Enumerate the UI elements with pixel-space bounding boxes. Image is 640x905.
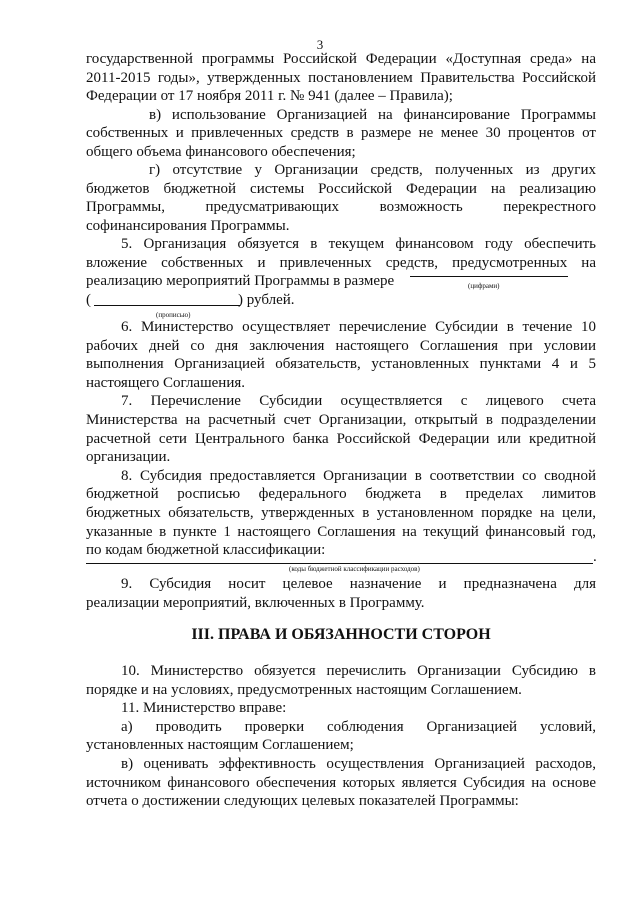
text-line: 8. Субсидия предоставляется Организации в соответствии со сводной — [121, 467, 596, 484]
text-line: общего объема финансового обеспечения; — [86, 143, 356, 160]
text-line: отчета о достижении следующих целевых показателей Программы: — [86, 793, 519, 810]
text-line: 5. Организация обязуется в текущем финансовом году обеспечить — [121, 236, 596, 252]
text-line: реализации мероприятий, включенных в Программу. — [86, 595, 425, 611]
text-line: государственной программы Российской Федерации «Доступная среда» на — [86, 51, 596, 67]
text-line: 9. Субсидия носит целевое назначение и предназначена для — [121, 576, 596, 592]
text-line: Федерации от 17 ноября 2011 г. № 941 (далее – Правила); — [86, 88, 453, 104]
text-line: 10. Министерство обязуется перечислить Организации Субсидию в — [121, 663, 596, 679]
rubles-open-paren: ( — [86, 292, 91, 308]
text-line: реализацию мероприятий Программы в размере — [86, 273, 395, 289]
text-line: порядке и на условиях, предусмотренных настоящим Соглашением. — [86, 681, 522, 698]
page-number: 3 — [316, 37, 324, 52]
text-line: рабочих дней со дня заключения настоящего Соглашения при условии — [86, 337, 596, 354]
text-line: бюджетов бюджетной системы Российской Федерации на реализацию — [86, 180, 596, 197]
text-line: 2011-2015 годы», утвержденных постановлением Правительства Российской — [86, 69, 596, 86]
text-line: софинансирования Программы. — [86, 217, 290, 234]
text-line: указанные в пункте 1 настоящего Соглашения на текущий финансовый год, — [86, 523, 596, 540]
caption-codes: (коды бюджетной классификации расходов) — [289, 565, 420, 573]
text-line: 7. Перечисление Субсидии осуществляется с лицевого счета — [121, 393, 596, 410]
codes-period: . — [593, 549, 597, 565]
amount-digits-blank[interactable] — [410, 276, 568, 277]
text-line: а) проводить проверки соблюдения Организацией условий, — [121, 718, 596, 735]
text-line: организации. — [86, 449, 171, 466]
text-line: по кодам бюджетной классификации: — [86, 542, 326, 559]
text-line: источником финансового обеспечения которых является Субсидия на основе — [86, 774, 596, 791]
text-line: выполнения Организацией обязательств, установленных пунктами 4 и 5 — [86, 356, 596, 373]
rubles-label: ) рублей. — [238, 292, 295, 308]
text-line: собственных и привлеченных средств в размере не менее 30 процентов от — [86, 125, 596, 141]
amount-words-blank[interactable] — [94, 305, 240, 306]
text-line: 11. Министерство вправе: — [121, 700, 287, 717]
text-line: в) использование Организацией на финансирование Программы — [149, 106, 596, 123]
budget-codes-blank[interactable] — [86, 563, 593, 564]
text-line: г) отсутствие у Организации средств, полученных из других — [149, 162, 596, 178]
text-line: Министерства на расчетный счет Организации, открытый в подразделении — [86, 412, 596, 428]
text-line: настоящего Соглашения. — [86, 374, 246, 391]
text-line: бюджетных обязательств, утвержденных в установленном порядке на цели, — [86, 505, 596, 521]
section-heading: III. ПРАВА И ОБЯЗАННОСТИ СТОРОН — [191, 626, 491, 643]
text-line: бюджетной росписью федерального бюджета в пределах лимитов — [86, 486, 596, 503]
text-line: Программы, предусматривающих возможность перекрестного — [86, 199, 596, 215]
caption-digits: (цифрами) — [468, 282, 500, 290]
text-line: в) оценивать эффективность осуществления Организацией расходов, — [121, 756, 596, 772]
text-line: 6. Министерство осуществляет перечисление Субсидии в течение 10 — [121, 319, 596, 335]
text-line: установленных настоящим Соглашением; — [86, 737, 354, 754]
caption-words: (прописью) — [156, 311, 191, 319]
text-line: расчетной сети Центрального банка Российской Федерации или кредитной — [86, 430, 596, 447]
text-line: вложение собственных и привлеченных средств, предусмотренных на — [86, 254, 596, 271]
